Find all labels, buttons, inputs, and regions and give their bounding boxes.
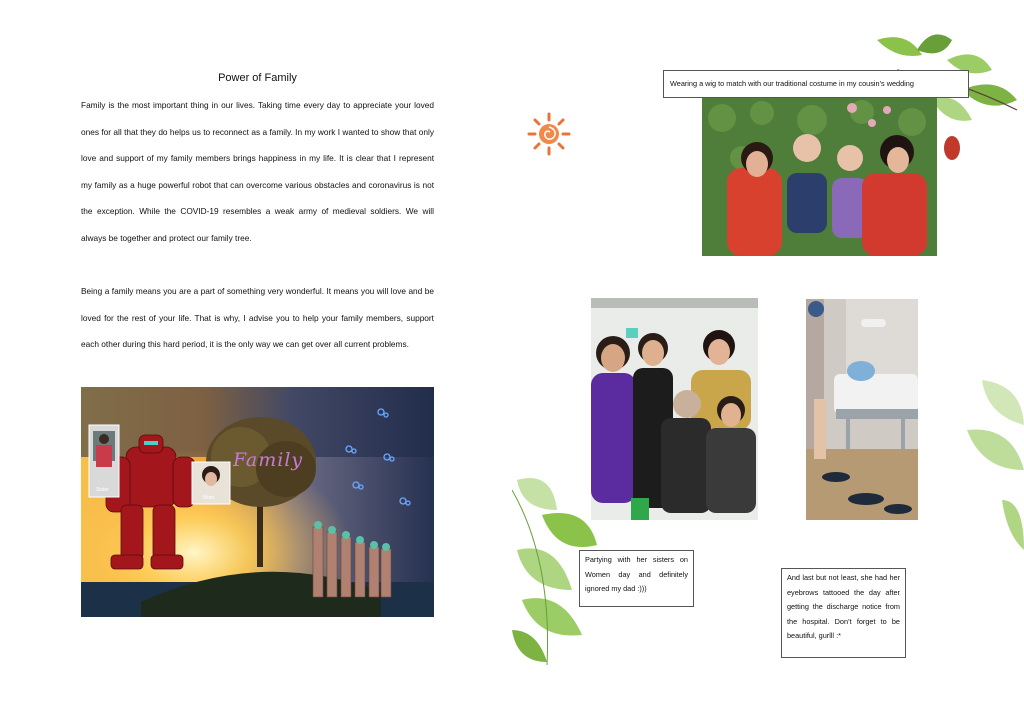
- hospital-photo: [806, 299, 918, 520]
- party-caption: Partying with her sisters on Women day and definitely ignored my dad :))): [579, 550, 694, 607]
- hospital-caption: And last but not least, she had her eyebrows tattooed the day after getting the discharge notice from the hospital. Don’t forget to be beautiful, gurlll :*: [781, 568, 906, 658]
- mom-photo-tag: Mom: [203, 495, 215, 501]
- family-robot-artwork: [81, 387, 434, 617]
- edge-leaf-decoration: [962, 375, 1024, 555]
- hospital-photo-scene: [806, 299, 918, 520]
- party-photo-scene: [591, 298, 758, 520]
- intro-paragraph: Family is the most important thing in our lives. Taking time every day to appreciate your loved ones for all that they do helps us to reconnect as a family. In my work I wanted to show that only love and support of my family members brings happiness in my life. It is clear that I represent my family as a huge powerful robot that can overcome various obstacles and coronavirus is not the exception. While the COVID-19 resembles a weak army of medieval soldiers. We will always be together and protect our family tree.: [81, 100, 434, 243]
- wedding-photo-scene: [702, 98, 937, 256]
- right-page: [512, 0, 1024, 723]
- sister-photo-tag: Sister: [96, 487, 109, 493]
- page-title: Power of Family: [218, 72, 297, 84]
- advice-paragraph: Being a family means you are a part of something very wonderful. It means you will love and be loved for the rest of your life. That is why, I advise you to help your family members, support each other during this hard period, it is the only way we can get over all current problems.: [81, 286, 434, 349]
- wedding-photo: [702, 98, 937, 256]
- wedding-caption: Wearing a wig to match with our traditional costume in my cousin’s wedding: [663, 70, 969, 98]
- party-photo: [591, 298, 758, 520]
- family-word-overlay: Family: [233, 449, 304, 471]
- sun-icon: [527, 112, 571, 156]
- artwork-scene: [81, 387, 434, 617]
